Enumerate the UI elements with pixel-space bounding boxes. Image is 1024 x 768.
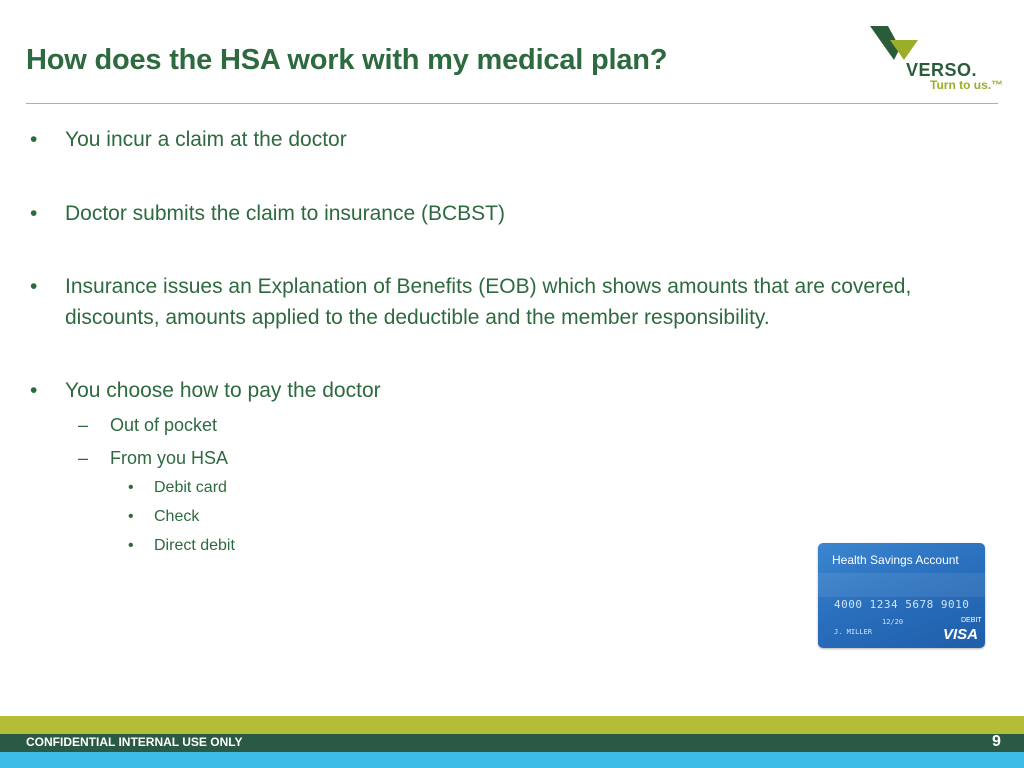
hsa-debit-card-image — [818, 543, 985, 648]
bullet-item — [30, 124, 1010, 155]
sub-sub-bullet-item — [128, 506, 199, 528]
card-type-label: DEBIT — [961, 617, 982, 624]
sub-bullet-item — [78, 413, 217, 437]
card-number: 4000 1234 5678 9010 — [834, 598, 970, 611]
bullet-marker: • — [30, 379, 38, 402]
sub-bullet-text: From you HSA — [110, 448, 229, 468]
slide-title: How does the HSA work with my medical plan? — [26, 44, 668, 76]
visa-logo: VISA — [943, 626, 979, 643]
bullet-text: Doctor submits the claim to insurance (BCBST) — [65, 202, 505, 225]
sub-sub-bullet-item — [128, 477, 227, 499]
sub-bullet-text: Out of pocket — [110, 415, 218, 435]
bullet-marker: • — [30, 275, 38, 298]
logo-wordmark: VERSO. — [906, 60, 978, 80]
footer-band-blue — [0, 752, 1024, 768]
bullet-marker: • — [30, 128, 38, 151]
sub-sub-bullet-marker: • — [128, 479, 134, 496]
bullet-marker: • — [30, 202, 38, 225]
sub-sub-bullet-item — [128, 535, 235, 557]
bullet-item — [30, 375, 1010, 406]
sub-bullet-item — [78, 446, 228, 470]
bullet-item — [30, 198, 1010, 229]
sub-bullet-marker: – — [78, 415, 89, 435]
bullet-text: You choose how to pay the doctor — [65, 379, 381, 402]
card-expiry: 12/20 — [882, 618, 904, 626]
sub-sub-bullet-text: Direct debit — [154, 537, 235, 554]
footer-band-olive — [0, 716, 1024, 734]
page-number: 9 — [992, 733, 1001, 750]
bullet-text: Insurance issues an Explanation of Benefits (EOB) which shows amounts that are covered, discounts, amounts applied to the deductible and the member responsibility. — [65, 275, 912, 329]
card-stripe — [818, 573, 985, 597]
card-holder-name: J. MILLER — [834, 628, 872, 636]
sub-sub-bullet-text: Check — [154, 508, 200, 525]
logo-tagline: Turn to us.™ — [930, 78, 1004, 92]
bullet-item — [30, 271, 1010, 333]
card-title: Health Savings Account — [832, 553, 959, 567]
sub-sub-bullet-text: Debit card — [154, 479, 227, 496]
sub-sub-bullet-marker: • — [128, 508, 134, 525]
footer-confidential-label: CONFIDENTIAL INTERNAL USE ONLY — [26, 735, 243, 749]
sub-bullet-marker: – — [78, 448, 89, 468]
sub-sub-bullet-marker: • — [128, 537, 134, 554]
bullet-text: You incur a claim at the doctor — [65, 128, 347, 151]
